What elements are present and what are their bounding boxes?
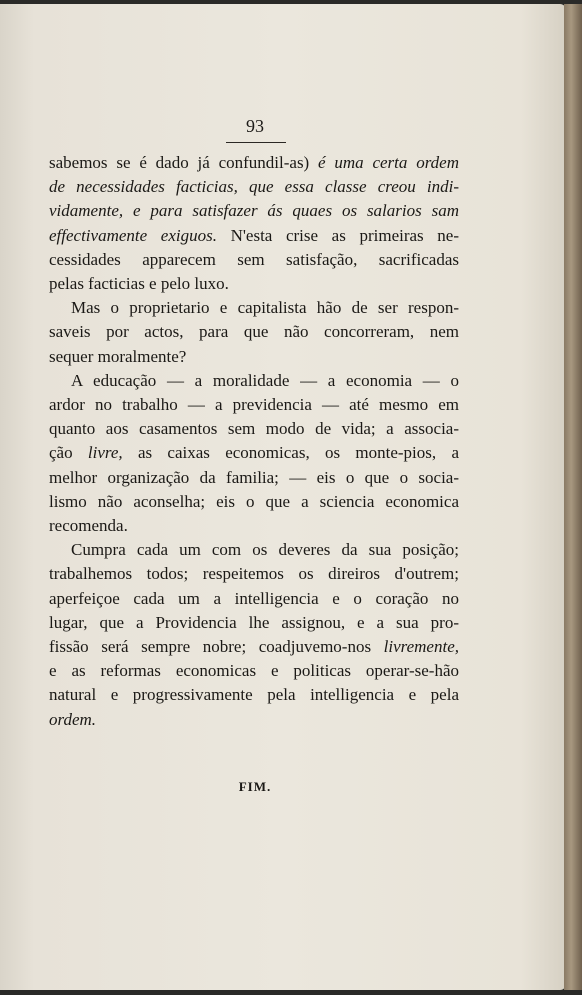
- text-line: [49, 369, 459, 393]
- text-line: [49, 538, 459, 562]
- text-segment: lismo não aconselha; eis o que a sciencia economica: [49, 491, 459, 511]
- text-line: [49, 175, 459, 199]
- text-line: [49, 659, 459, 683]
- text-segment: sequer moralmente?: [49, 346, 187, 366]
- italic-text: de necessidades facticias, que essa classe creou indi-: [49, 177, 459, 197]
- text-segment: fissão será sempre nobre; coadjuvemo-nos: [49, 637, 384, 657]
- text-line: [49, 199, 459, 223]
- text-segment: aperfeiçoe cada um a intelligencia e o coração no: [49, 588, 459, 608]
- text-line: [49, 296, 459, 320]
- body-text: [49, 151, 459, 732]
- text-line: [49, 441, 459, 465]
- text-segment: N'esta crise as primeiras ne-: [216, 225, 459, 245]
- text-segment: ardor no trabalho — a previdencia — até mesmo em: [49, 395, 459, 415]
- text-segment: cessidades apparecem sem satisfação, sacrificadas: [49, 249, 459, 269]
- text-line: [49, 587, 459, 611]
- text-segment: lugar, que a Providencia lhe assignou, e a sua pro-: [49, 612, 459, 632]
- text-line: [49, 393, 459, 417]
- text-line: [49, 248, 459, 272]
- text-segment: saveis por actos, para que não concorreram, nem: [49, 322, 459, 342]
- page-number: 93: [246, 116, 264, 136]
- header-rule: [226, 142, 286, 143]
- text-segment: as caixas economicas, os monte-pios, a: [122, 443, 459, 463]
- text-segment: e as reformas economicas e politicas operar-se-hão: [49, 661, 459, 681]
- italic-text: vidamente, e para satisfazer ás quaes os salarios sam: [49, 201, 459, 221]
- end-mark: FIM.: [238, 779, 272, 794]
- text-line: [49, 151, 459, 175]
- text-line: [49, 417, 459, 441]
- text-segment: Cumpra cada um com os deveres da sua posição;: [71, 540, 459, 560]
- text-segment: sabemos se é dado já confundil-as): [49, 153, 319, 172]
- text-line: [49, 514, 459, 538]
- italic-text: livre,: [87, 443, 123, 463]
- text-segment: Mas o proprietario e capitalista hão de ser respon-: [71, 298, 459, 318]
- text-line: [49, 224, 459, 248]
- text-segment: recomenda.: [49, 516, 128, 536]
- italic-text: livremente,: [383, 637, 459, 657]
- text-line: [49, 562, 459, 586]
- italic-text: ordem.: [49, 709, 97, 729]
- text-line: [49, 345, 459, 369]
- italic-text: é uma certa ordem: [318, 153, 460, 172]
- text-line: [49, 466, 459, 490]
- text-line: [49, 635, 459, 659]
- text-segment: pelas facticias e pelo luxo.: [49, 274, 229, 294]
- text-line: [49, 683, 459, 707]
- text-segment: melhor organização da familia; — eis o que o socia-: [49, 467, 459, 487]
- text-segment: quanto aos casamentos sem modo de vida; a associa-: [49, 419, 459, 439]
- text-line: [49, 272, 459, 296]
- text-line: [49, 611, 459, 635]
- text-segment: natural e progressivamente pela intelligencia e pela: [49, 685, 459, 705]
- text-line: [49, 320, 459, 344]
- text-segment: A educação — a moralidade — a economia — o: [71, 370, 459, 390]
- text-line: [49, 708, 459, 732]
- text-line: [49, 490, 459, 514]
- page-edge: [564, 4, 582, 990]
- text-segment: ção: [49, 443, 88, 463]
- italic-text: effectivamente exiguos.: [49, 225, 217, 245]
- text-segment: trabalhemos todos; respeitemos os direiros d'outrem;: [49, 564, 459, 584]
